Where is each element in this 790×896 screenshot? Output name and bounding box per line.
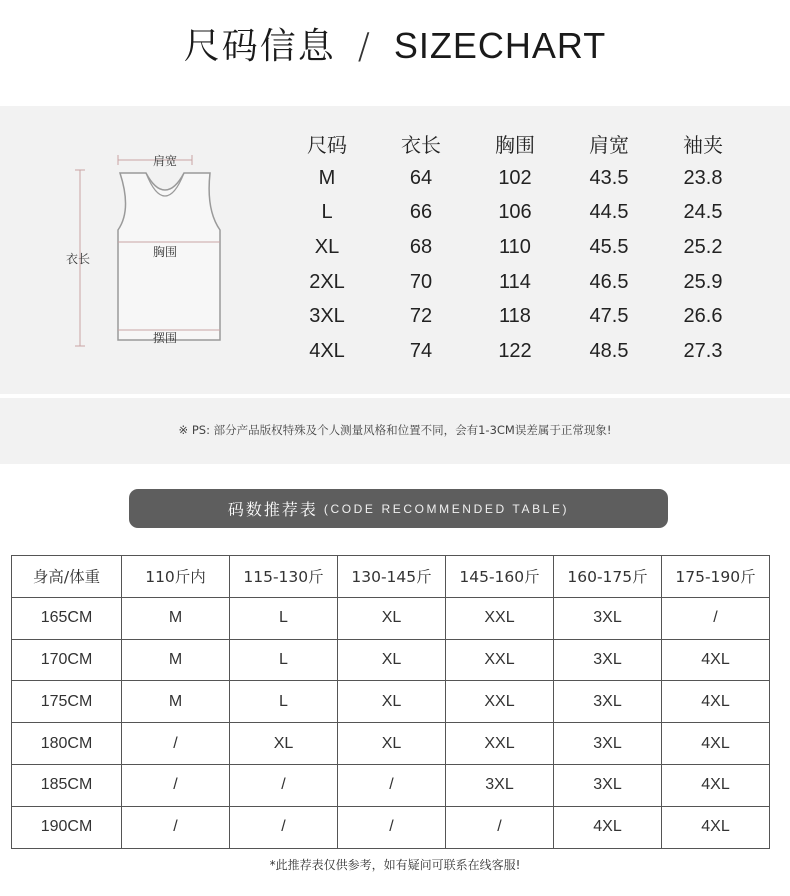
- table-cell: 72: [409, 305, 433, 328]
- table-cell: 4XL: [662, 681, 770, 723]
- table-cell: 2XL: [309, 270, 345, 293]
- column-header: 袖夹: [683, 132, 723, 157]
- table-cell: 48.5: [589, 339, 629, 362]
- page-title: [0, 18, 790, 69]
- table-row: [12, 597, 770, 639]
- hem-label: 摆围: [153, 331, 178, 345]
- table-cell: 4XL: [662, 806, 770, 848]
- table-cell: /: [338, 764, 446, 806]
- recommend-header-row: [12, 556, 770, 598]
- table-cell: /: [338, 806, 446, 848]
- table-cell: 24.5: [683, 201, 723, 224]
- table-cell: 47.5: [589, 305, 629, 328]
- table-row: [12, 723, 770, 765]
- column-header: 115-130斤: [230, 556, 338, 598]
- table-cell: 4XL: [662, 764, 770, 806]
- table-cell: M: [318, 166, 336, 189]
- banner-title-zh: 码数推荐表: [227, 500, 318, 519]
- table-row: [12, 806, 770, 848]
- table-cell: XL: [338, 639, 446, 681]
- table-cell: 68: [409, 235, 433, 258]
- table-row: [280, 195, 750, 230]
- table-cell: 43.5: [589, 166, 629, 189]
- table-cell: 25.9: [683, 270, 723, 293]
- table-cell: L: [321, 201, 333, 224]
- table-cell: 122: [498, 339, 532, 362]
- table-cell: /: [230, 764, 338, 806]
- size-chart-table: [280, 126, 750, 369]
- table-cell: 27.3: [683, 339, 723, 362]
- table-row: [280, 299, 750, 334]
- table-cell: 4XL: [662, 639, 770, 681]
- table-cell: L: [230, 639, 338, 681]
- table-cell: 25.2: [683, 235, 723, 258]
- table-cell: L: [230, 597, 338, 639]
- table-cell: 175CM: [12, 681, 122, 723]
- table-cell: 118: [499, 305, 531, 328]
- column-header: 160-175斤: [554, 556, 662, 598]
- column-header: 130-145斤: [338, 556, 446, 598]
- table-cell: 180CM: [12, 723, 122, 765]
- table-cell: XL: [314, 235, 340, 258]
- table-row: [12, 639, 770, 681]
- table-cell: XL: [230, 723, 338, 765]
- column-header: 肩宽: [589, 132, 629, 157]
- table-cell: 3XL: [554, 764, 662, 806]
- table-cell: /: [662, 597, 770, 639]
- length-label: 衣长: [66, 252, 91, 266]
- title-separator: /: [357, 26, 372, 67]
- table-cell: 110: [499, 235, 531, 258]
- column-header: 110斤内: [122, 556, 230, 598]
- table-cell: 44.5: [589, 201, 629, 224]
- table-cell: 4XL: [309, 339, 345, 362]
- table-cell: XXL: [446, 681, 554, 723]
- table-cell: 114: [499, 270, 531, 293]
- table-cell: 70: [409, 270, 433, 293]
- table-cell: 74: [409, 339, 433, 362]
- column-header: 175-190斤: [662, 556, 770, 598]
- table-cell: 106: [498, 201, 532, 224]
- recommend-table: [11, 555, 770, 849]
- table-cell: /: [446, 806, 554, 848]
- note-band: [0, 398, 790, 464]
- table-cell: 190CM: [12, 806, 122, 848]
- table-cell: M: [122, 639, 230, 681]
- size-chart-header: [280, 126, 750, 161]
- table-cell: 102: [498, 166, 532, 189]
- title-zh: 尺码信息: [183, 26, 336, 67]
- table-cell: /: [122, 764, 230, 806]
- table-cell: 45.5: [589, 235, 629, 258]
- table-cell: XL: [338, 723, 446, 765]
- table-row: [280, 161, 750, 196]
- table-cell: XL: [338, 597, 446, 639]
- table-cell: M: [122, 681, 230, 723]
- table-cell: 3XL: [554, 681, 662, 723]
- recommend-banner: [129, 489, 668, 528]
- table-cell: XL: [338, 681, 446, 723]
- table-cell: 3XL: [554, 597, 662, 639]
- table-cell: XXL: [446, 597, 554, 639]
- chest-label: 胸围: [153, 245, 178, 259]
- table-cell: 3XL: [554, 723, 662, 765]
- table-row: [12, 764, 770, 806]
- table-cell: 46.5: [589, 270, 629, 293]
- table-cell: XXL: [446, 639, 554, 681]
- measurement-note: ※ PS: 部分产品版权特殊及个人测量风格和位置不同，会有1-3CM误差属于正常现象!: [178, 423, 612, 437]
- footer-note: *此推荐表仅供参考，如有疑问可联系在线客服!: [269, 858, 521, 872]
- column-header: 身高/体重: [12, 556, 122, 598]
- table-cell: 66: [409, 201, 433, 224]
- table-cell: M: [122, 597, 230, 639]
- table-cell: /: [122, 806, 230, 848]
- table-cell: L: [230, 681, 338, 723]
- table-cell: 185CM: [12, 764, 122, 806]
- table-cell: 4XL: [554, 806, 662, 848]
- table-row: [12, 681, 770, 723]
- table-cell: 170CM: [12, 639, 122, 681]
- table-cell: 3XL: [446, 764, 554, 806]
- title-en: SIZECHART: [393, 25, 607, 66]
- shoulder-label: 肩宽: [153, 154, 178, 168]
- table-cell: 4XL: [662, 723, 770, 765]
- garment-diagram: [50, 130, 240, 360]
- tank-top-icon: [50, 130, 240, 360]
- table-row: [280, 230, 750, 265]
- table-cell: 3XL: [554, 639, 662, 681]
- table-row: [280, 265, 750, 300]
- table-cell: XXL: [446, 723, 554, 765]
- table-row: [280, 334, 750, 369]
- banner-title-en: (CODE RECOMMENDED TABLE): [323, 501, 570, 516]
- column-header: 145-160斤: [446, 556, 554, 598]
- table-cell: 3XL: [309, 305, 345, 328]
- table-cell: 23.8: [683, 166, 723, 189]
- column-header: 衣长: [401, 132, 441, 157]
- table-cell: 64: [409, 166, 433, 189]
- column-header: 尺码: [307, 132, 347, 157]
- column-header: 胸围: [495, 132, 535, 157]
- table-cell: /: [230, 806, 338, 848]
- table-cell: /: [122, 723, 230, 765]
- table-cell: 165CM: [12, 597, 122, 639]
- table-cell: 26.6: [683, 305, 723, 328]
